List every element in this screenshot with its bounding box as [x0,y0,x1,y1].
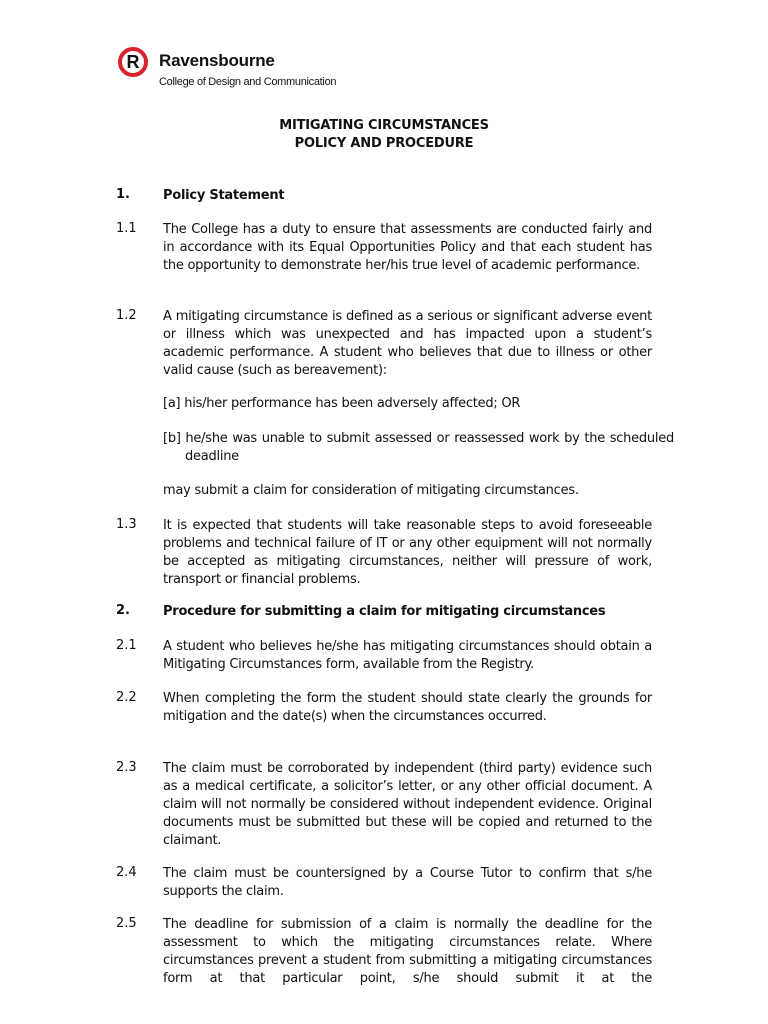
para-1-2-number: 1.2 [116,308,137,323]
para-1-2-item-a: [a] his/her performance has been adversely affected; OR [163,396,521,411]
para-2-5-number: 2.5 [116,916,137,931]
para-2-2-number: 2.2 [116,690,137,705]
logo-name: Ravensbourne [159,51,275,70]
para-1-2-text: A mitigating circumstance is defined as a serious or significant adverse event or illness which was unexpected and has impacted upon a student’s academic performance. A student who believes that due to illness or other valid cause (such as bereavement): [163,309,652,378]
section-1-number: 1. [116,187,130,202]
section-2-heading: Procedure for submitting a claim for mitigating circumstances [163,604,606,619]
section-2-number: 2. [116,603,130,618]
para-2-1-text: A student who believes he/she has mitigating circumstances should obtain a Mitigating Circumstances form, available from the Registry. [163,639,652,672]
para-2-3-number: 2.3 [116,760,137,775]
para-1-2-closing: may submit a claim for consideration of mitigating circumstances. [163,483,579,498]
para-2-4-number: 2.4 [116,865,137,880]
document-subtitle: POLICY AND PROCEDURE [294,136,474,151]
logo-r-icon: R [118,47,148,77]
para-2-3-text: The claim must be corroborated by independent (third party) evidence such as a medical certificate, a solicitor’s letter, or any other official document. A claim will not normally be considered without independent evidence. Original documents must be submitted but these will be copied and returned to the claimant. [163,761,652,848]
para-2-5-text: The deadline for submission of a claim is normally the deadline for the assessment to which the mitigating circumstances relate. Where circumstances prevent a student from submitting a mitigating circumstances form at that particular point, s/he should submit it at the [163,917,652,986]
para-1-1-number: 1.1 [116,221,137,236]
para-1-1-text: The College has a duty to ensure that assessments are conducted fairly and in accordance with its Equal Opportunities Policy and that each student has the opportunity to demonstrate her/his true level of academic performance. [163,222,652,273]
section-1-heading: Policy Statement [163,188,285,203]
logo-subtitle: College of Design and Communication [159,76,337,88]
para-2-4-text: The claim must be countersigned by a Course Tutor to confirm that s/he supports the claim. [163,866,652,899]
ravensbourne-logo [118,47,338,91]
para-1-3-text: It is expected that students will take reasonable steps to avoid foreseeable problems and technical failure of IT or any other equipment will not normally be accepted as mitigating circumstances, neither will pressure of work, transport or financial problems. [163,518,652,587]
document-title: MITIGATING CIRCUMSTANCES [279,118,489,133]
para-1-2-item-b: [b] he/she was unable to submit assessed or reassessed work by the scheduled deadline [163,431,674,464]
para-2-1-number: 2.1 [116,638,137,653]
para-1-3-number: 1.3 [116,517,137,532]
para-2-2-text: When completing the form the student should state clearly the grounds for mitigation and the date(s) when the circumstances occurred. [163,691,652,724]
